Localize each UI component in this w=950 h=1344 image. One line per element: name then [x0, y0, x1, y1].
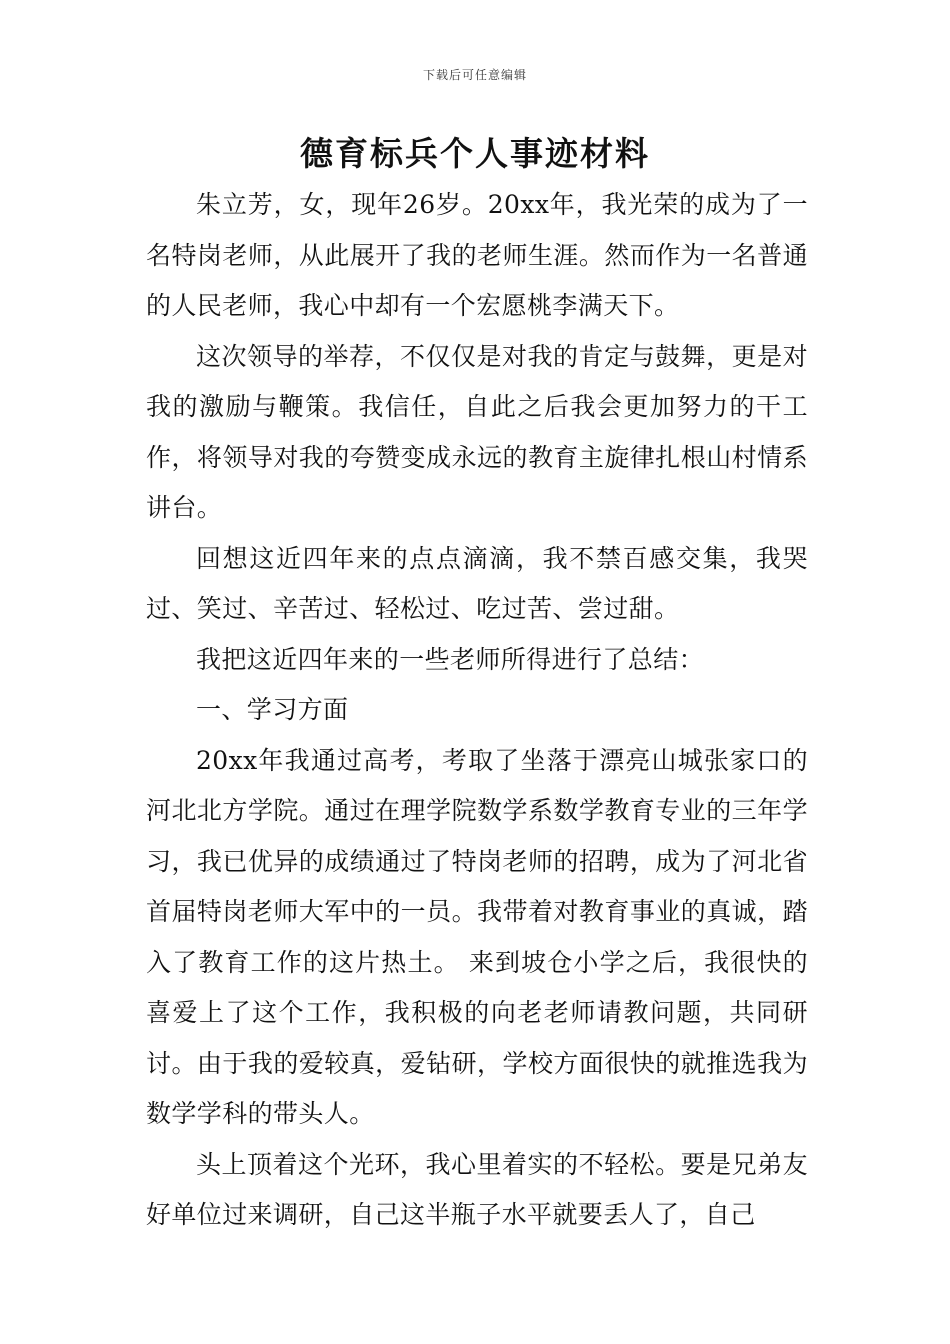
header-note: 下载后可任意编辑	[422, 68, 527, 82]
paragraph: 头上顶着这个光环，我心里着实的不轻松。要是兄弟友好单位过来调研，自己这半瓶子水平就要丢人了，自己	[146, 1149, 808, 1229]
document-body	[146, 180, 808, 1241]
paragraph: 这次领导的举荐，不仅仅是对我的肯定与鼓舞，更是对我的激励与鞭策。我信任，自此之后我会更加努力的干工作，将领导对我的夸赞变成永远的教育主旋律扎根山村情系讲台。	[146, 341, 808, 522]
section-heading: 一、学习方面	[196, 695, 349, 724]
paragraph: 20xx年我通过高考，考取了坐落于漂亮山城张家口的河北北方学院。通过在理学院数学系数学教育专业的三年学习，我已优异的成绩通过了特岗老师的招聘，成为了河北省首届特岗老师大军中的一员。我带着对教育事业的真诚，踏入了教育工作的这片热土。 来到坡仓小学之后，我很快的喜爱上了这个工作，我积极的向老老师请教问题，共同研讨。由于我的爱较真，爱钻研，学校方面很快的就推选我为数学学科的带头人。	[146, 745, 808, 1128]
paragraph: 回想这近四年来的点点滴滴，我不禁百感交集，我哭过、笑过、辛苦过、轻松过、吃过苦、尝过甜。	[146, 543, 808, 623]
paragraph: 朱立芳，女，现年26岁。20xx年，我光荣的成为了一名特岗老师，从此展开了我的老师生涯。然而作为一名普通的人民老师，我心中却有一个宏愿桃李满天下。	[146, 190, 808, 320]
document-title: 德育标兵个人事迹材料	[300, 134, 650, 173]
paragraph: 我把这近四年来的一些老师所得进行了总结：	[196, 644, 705, 674]
